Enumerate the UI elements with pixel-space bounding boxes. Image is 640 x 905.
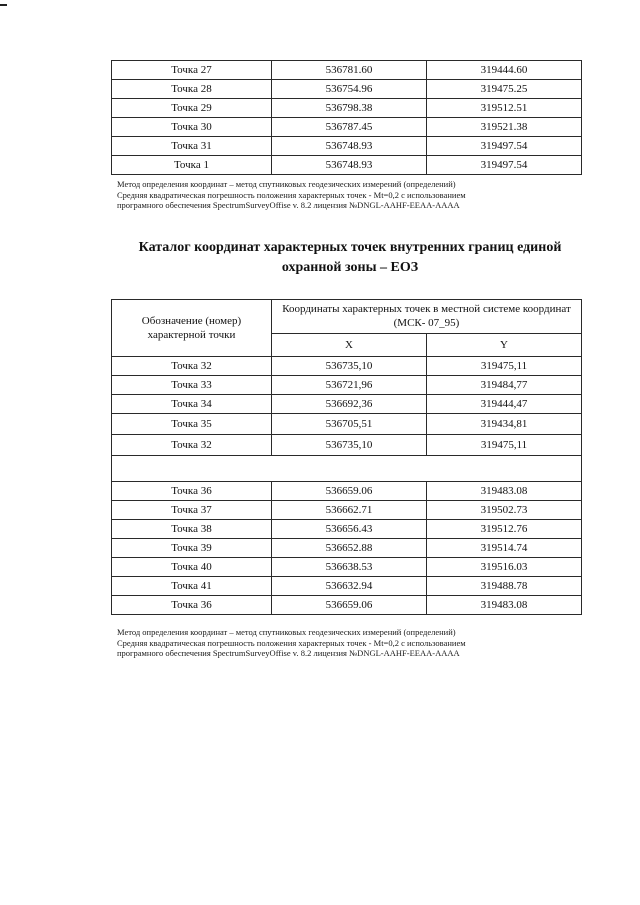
x-coordinate-cell: 536705,51 xyxy=(272,413,427,434)
x-coordinate-cell: 536721,96 xyxy=(272,375,427,394)
table-header-row xyxy=(112,300,582,334)
table-row xyxy=(112,576,582,595)
y-coordinate-cell: 319434,81 xyxy=(427,413,582,434)
x-coordinate-cell: 536754.96 xyxy=(272,80,427,99)
y-coordinate-cell: 319502.73 xyxy=(427,500,582,519)
x-coordinate-cell: 536692,36 xyxy=(272,394,427,413)
point-designation-header: Обозначение (номер) характерной точки xyxy=(112,300,272,357)
table-row xyxy=(112,356,582,375)
table-row xyxy=(112,118,582,137)
x-column-header: X xyxy=(272,333,427,356)
x-coordinate-cell: 536662.71 xyxy=(272,500,427,519)
table-row xyxy=(112,481,582,500)
x-coordinate-cell: 536652.88 xyxy=(272,538,427,557)
y-coordinate-cell: 319512.76 xyxy=(427,519,582,538)
point-name-cell: Точка 36 xyxy=(112,481,272,500)
y-column-header: Y xyxy=(427,333,582,356)
x-coordinate-cell: 536798.38 xyxy=(272,99,427,118)
point-name-cell: Точка 29 xyxy=(112,99,272,118)
note-line: Метод определения координат – метод спутниковых геодезических измерений (определений) xyxy=(117,627,456,637)
catalog-title xyxy=(100,238,600,278)
point-name-cell: Точка 28 xyxy=(112,80,272,99)
y-coordinate-cell: 319516.03 xyxy=(427,557,582,576)
table-row xyxy=(112,375,582,394)
point-name-cell: Точка 34 xyxy=(112,394,272,413)
y-coordinate-cell: 319475.25 xyxy=(427,80,582,99)
y-coordinate-cell: 319497.54 xyxy=(427,137,582,156)
x-coordinate-cell: 536638.53 xyxy=(272,557,427,576)
table-row xyxy=(112,137,582,156)
note-line: програмного обеспечения SpectrumSurveyOffise v. 8.2 лицензия №DNGL-AAHF-EEAA-AAAA xyxy=(117,200,460,210)
table-row xyxy=(112,61,582,80)
table-row xyxy=(112,538,582,557)
catalog-title-line: Каталог координат характерных точек внутренних границ единой xyxy=(138,240,562,255)
point-name-cell: Точка 39 xyxy=(112,538,272,557)
note-line: Средняя квадратическая погрешность положения характерных точек - Mt=0,2 с использованием xyxy=(117,189,466,200)
contour-separator-cell xyxy=(112,455,582,481)
y-coordinate-cell: 319512.51 xyxy=(427,99,582,118)
note-line: Метод определения координат – метод спутниковых геодезических измерений (определений) xyxy=(117,179,456,189)
x-coordinate-cell: 536659.06 xyxy=(272,595,427,614)
point-name-cell: Точка 32 xyxy=(112,434,272,455)
coordinate-system-header: Координаты характерных точек в местной системе координат (МСК- 07_95) xyxy=(272,300,582,334)
y-coordinate-cell: 319483.08 xyxy=(427,595,582,614)
x-coordinate-cell: 536748.93 xyxy=(272,156,427,175)
point-name-cell: Точка 36 xyxy=(112,595,272,614)
point-name-cell: Точка 38 xyxy=(112,519,272,538)
point-name-cell: Точка 1 xyxy=(112,156,272,175)
x-coordinate-cell: 536656.43 xyxy=(272,519,427,538)
table-row xyxy=(112,557,582,576)
y-coordinate-cell: 319444,47 xyxy=(427,394,582,413)
x-coordinate-cell: 536748.93 xyxy=(272,137,427,156)
table-row xyxy=(112,500,582,519)
point-name-cell: Точка 33 xyxy=(112,375,272,394)
y-coordinate-cell: 319521.38 xyxy=(427,118,582,137)
x-coordinate-cell: 536735,10 xyxy=(272,356,427,375)
point-name-cell: Точка 27 xyxy=(112,61,272,80)
point-name-cell: Точка 37 xyxy=(112,500,272,519)
point-name-cell: Точка 40 xyxy=(112,557,272,576)
y-coordinate-cell: 319444.60 xyxy=(427,61,582,80)
catalog-title-line: охранной зоны – ЕОЗ xyxy=(281,260,419,275)
measurement-method-note xyxy=(117,627,587,659)
x-coordinate-cell: 536659.06 xyxy=(272,481,427,500)
table-row xyxy=(112,80,582,99)
point-name-cell: Точка 35 xyxy=(112,413,272,434)
x-coordinate-cell: 536781.60 xyxy=(272,61,427,80)
inner-boundary-coordinates-table xyxy=(111,299,582,615)
table-row xyxy=(112,413,582,434)
table-row xyxy=(112,394,582,413)
point-name-cell: Точка 41 xyxy=(112,576,272,595)
y-coordinate-cell: 319488.78 xyxy=(427,576,582,595)
y-coordinate-cell: 319475,11 xyxy=(427,434,582,455)
table-row xyxy=(112,434,582,455)
table-row xyxy=(112,595,582,614)
y-coordinate-cell: 319497.54 xyxy=(427,156,582,175)
measurement-method-note xyxy=(117,179,587,211)
y-coordinate-cell: 319514.74 xyxy=(427,538,582,557)
table-row xyxy=(112,99,582,118)
scan-margin-mark xyxy=(0,4,7,6)
table-row xyxy=(112,519,582,538)
x-coordinate-cell: 536735,10 xyxy=(272,434,427,455)
note-line: програмного обеспечения SpectrumSurveyOffise v. 8.2 лицензия №DNGL-AAHF-EEAA-AAAA xyxy=(117,648,460,658)
table-row xyxy=(112,156,582,175)
point-name-cell: Точка 31 xyxy=(112,137,272,156)
point-name-cell: Точка 30 xyxy=(112,118,272,137)
note-line: Средняя квадратическая погрешность положения характерных точек - Mt=0,2 с использованием xyxy=(117,637,466,648)
coordinates-table-continued xyxy=(111,60,582,175)
x-coordinate-cell: 536632.94 xyxy=(272,576,427,595)
y-coordinate-cell: 319484,77 xyxy=(427,375,582,394)
x-coordinate-cell: 536787.45 xyxy=(272,118,427,137)
y-coordinate-cell: 319475,11 xyxy=(427,356,582,375)
y-coordinate-cell: 319483.08 xyxy=(427,481,582,500)
point-name-cell: Точка 32 xyxy=(112,356,272,375)
contour-separator-row xyxy=(112,455,582,481)
